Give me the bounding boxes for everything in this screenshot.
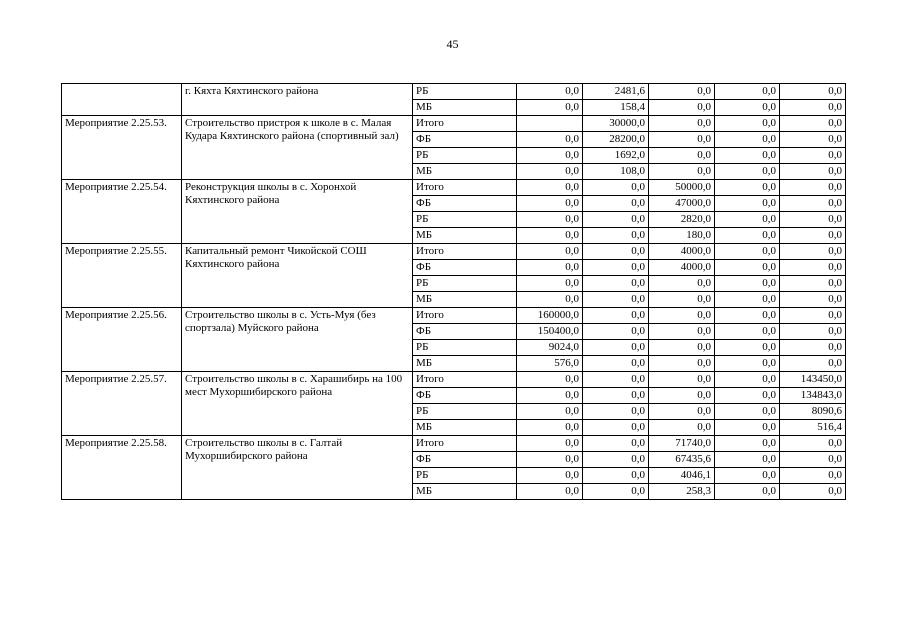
amount-cell: 9024,0	[517, 340, 583, 356]
funding-source-cell: Итого	[413, 308, 517, 324]
amount-cell: 0,0	[517, 100, 583, 116]
amount-cell: 0,0	[583, 324, 649, 340]
amount-cell: 0,0	[583, 340, 649, 356]
budget-table	[61, 83, 846, 500]
amount-cell: 0,0	[780, 100, 846, 116]
amount-cell: 0,0	[517, 372, 583, 388]
amount-cell: 0,0	[780, 308, 846, 324]
amount-cell: 0,0	[517, 420, 583, 436]
amount-cell: 0,0	[517, 388, 583, 404]
amount-cell: 50000,0	[649, 180, 715, 196]
amount-cell: 0,0	[780, 164, 846, 180]
funding-source-cell: МБ	[413, 292, 517, 308]
amount-cell: 0,0	[780, 148, 846, 164]
amount-cell: 0,0	[583, 484, 649, 500]
funding-source-cell: Итого	[413, 244, 517, 260]
amount-cell: 0,0	[780, 212, 846, 228]
description-cell: Капитальный ремонт Чикойской СОШ Кяхтинского района	[182, 244, 413, 308]
amount-cell: 0,0	[715, 356, 780, 372]
amount-cell: 0,0	[517, 452, 583, 468]
amount-cell: 134843,0	[780, 388, 846, 404]
amount-cell: 160000,0	[517, 308, 583, 324]
amount-cell: 0,0	[780, 340, 846, 356]
amount-cell: 0,0	[780, 260, 846, 276]
amount-cell: 0,0	[517, 484, 583, 500]
amount-cell: 0,0	[517, 436, 583, 452]
amount-cell: 0,0	[583, 260, 649, 276]
amount-cell: 71740,0	[649, 436, 715, 452]
amount-cell: 0,0	[583, 404, 649, 420]
amount-cell: 150400,0	[517, 324, 583, 340]
amount-cell: 0,0	[715, 244, 780, 260]
amount-cell: 0,0	[780, 180, 846, 196]
amount-cell: 0,0	[780, 452, 846, 468]
amount-cell: 0,0	[780, 356, 846, 372]
amount-cell: 0,0	[715, 212, 780, 228]
amount-cell: 143450,0	[780, 372, 846, 388]
amount-cell: 0,0	[517, 292, 583, 308]
amount-cell: 0,0	[649, 100, 715, 116]
amount-cell: 4000,0	[649, 260, 715, 276]
funding-source-cell: РБ	[413, 404, 517, 420]
amount-cell: 0,0	[583, 436, 649, 452]
funding-source-cell: Итого	[413, 180, 517, 196]
amount-cell: 0,0	[715, 116, 780, 132]
amount-cell: 0,0	[715, 484, 780, 500]
amount-cell: 0,0	[715, 308, 780, 324]
amount-cell: 0,0	[517, 404, 583, 420]
funding-source-cell: МБ	[413, 164, 517, 180]
amount-cell: 47000,0	[649, 196, 715, 212]
amount-cell: 67435,6	[649, 452, 715, 468]
amount-cell: 0,0	[715, 100, 780, 116]
table-row	[62, 244, 846, 260]
amount-cell: 0,0	[517, 164, 583, 180]
event-cell: Мероприятие 2.25.54.	[62, 180, 182, 244]
funding-source-cell: ФБ	[413, 452, 517, 468]
amount-cell: 0,0	[583, 228, 649, 244]
amount-cell: 0,0	[517, 132, 583, 148]
amount-cell: 0,0	[517, 228, 583, 244]
amount-cell: 0,0	[649, 388, 715, 404]
amount-cell: 0,0	[780, 292, 846, 308]
event-cell	[62, 84, 182, 116]
table-row	[62, 436, 846, 452]
amount-cell: 0,0	[780, 276, 846, 292]
funding-source-cell: ФБ	[413, 196, 517, 212]
amount-cell: 0,0	[517, 276, 583, 292]
amount-cell: 0,0	[517, 84, 583, 100]
description-cell: Строительство школы в с. Харашибирь на 100 мест Мухоршибирского района	[182, 372, 413, 436]
amount-cell: 0,0	[780, 196, 846, 212]
amount-cell: 0,0	[780, 324, 846, 340]
amount-cell: 180,0	[649, 228, 715, 244]
amount-cell: 0,0	[583, 276, 649, 292]
amount-cell: 0,0	[583, 180, 649, 196]
table-row	[62, 180, 846, 196]
amount-cell: 0,0	[715, 388, 780, 404]
amount-cell: 0,0	[715, 340, 780, 356]
amount-cell: 0,0	[583, 244, 649, 260]
description-cell: г. Кяхта Кяхтинского района	[182, 84, 413, 116]
amount-cell: 0,0	[649, 84, 715, 100]
amount-cell	[517, 116, 583, 132]
amount-cell: 0,0	[780, 468, 846, 484]
amount-cell: 0,0	[715, 452, 780, 468]
funding-source-cell: РБ	[413, 340, 517, 356]
amount-cell: 0,0	[715, 228, 780, 244]
amount-cell: 0,0	[649, 308, 715, 324]
amount-cell: 158,4	[583, 100, 649, 116]
amount-cell: 0,0	[517, 196, 583, 212]
amount-cell: 0,0	[583, 196, 649, 212]
amount-cell: 0,0	[583, 212, 649, 228]
amount-cell: 0,0	[517, 468, 583, 484]
amount-cell: 0,0	[649, 116, 715, 132]
amount-cell: 0,0	[715, 164, 780, 180]
amount-cell: 0,0	[649, 164, 715, 180]
amount-cell: 258,3	[649, 484, 715, 500]
funding-source-cell: МБ	[413, 484, 517, 500]
amount-cell: 0,0	[780, 228, 846, 244]
amount-cell: 0,0	[649, 132, 715, 148]
amount-cell: 0,0	[583, 388, 649, 404]
amount-cell: 0,0	[517, 244, 583, 260]
funding-source-cell: Итого	[413, 436, 517, 452]
funding-source-cell: МБ	[413, 420, 517, 436]
amount-cell: 0,0	[715, 132, 780, 148]
amount-cell: 0,0	[715, 324, 780, 340]
amount-cell: 0,0	[583, 420, 649, 436]
amount-cell: 0,0	[583, 372, 649, 388]
funding-source-cell: РБ	[413, 468, 517, 484]
amount-cell: 108,0	[583, 164, 649, 180]
amount-cell: 4000,0	[649, 244, 715, 260]
amount-cell: 0,0	[649, 292, 715, 308]
amount-cell: 0,0	[715, 148, 780, 164]
amount-cell: 0,0	[649, 340, 715, 356]
amount-cell: 2481,6	[583, 84, 649, 100]
funding-source-cell: ФБ	[413, 132, 517, 148]
amount-cell: 0,0	[517, 260, 583, 276]
description-cell: Строительство школы в с. Усть-Муя (без спортзала) Муйского района	[182, 308, 413, 372]
amount-cell: 0,0	[780, 116, 846, 132]
description-cell: Строительство пристроя к школе в с. Малая Кудара Кяхтинского района (спортивный зал)	[182, 116, 413, 180]
funding-source-cell: ФБ	[413, 324, 517, 340]
page-number: 45	[446, 37, 459, 51]
amount-cell: 0,0	[649, 324, 715, 340]
amount-cell: 576,0	[517, 356, 583, 372]
amount-cell: 2820,0	[649, 212, 715, 228]
event-cell: Мероприятие 2.25.53.	[62, 116, 182, 180]
amount-cell: 0,0	[649, 276, 715, 292]
amount-cell: 0,0	[517, 180, 583, 196]
amount-cell: 30000,0	[583, 116, 649, 132]
amount-cell: 0,0	[583, 308, 649, 324]
funding-source-cell: ФБ	[413, 260, 517, 276]
funding-source-cell: РБ	[413, 148, 517, 164]
funding-source-cell: Итого	[413, 372, 517, 388]
amount-cell: 8090,6	[780, 404, 846, 420]
amount-cell: 0,0	[583, 452, 649, 468]
event-cell: Мероприятие 2.25.58.	[62, 436, 182, 500]
amount-cell: 0,0	[715, 420, 780, 436]
amount-cell: 0,0	[583, 292, 649, 308]
event-cell: Мероприятие 2.25.56.	[62, 308, 182, 372]
amount-cell: 0,0	[715, 468, 780, 484]
amount-cell: 0,0	[715, 260, 780, 276]
funding-source-cell: РБ	[413, 84, 517, 100]
funding-source-cell: МБ	[413, 100, 517, 116]
amount-cell: 0,0	[517, 212, 583, 228]
amount-cell: 0,0	[715, 436, 780, 452]
amount-cell: 0,0	[649, 372, 715, 388]
amount-cell: 0,0	[780, 436, 846, 452]
event-cell: Мероприятие 2.25.57.	[62, 372, 182, 436]
amount-cell: 0,0	[649, 148, 715, 164]
table-row	[62, 84, 846, 100]
amount-cell: 0,0	[649, 404, 715, 420]
amount-cell: 0,0	[715, 180, 780, 196]
amount-cell: 0,0	[583, 356, 649, 372]
funding-source-cell: РБ	[413, 276, 517, 292]
funding-source-cell: РБ	[413, 212, 517, 228]
amount-cell: 0,0	[649, 356, 715, 372]
funding-source-cell: МБ	[413, 228, 517, 244]
event-cell: Мероприятие 2.25.55.	[62, 244, 182, 308]
funding-source-cell: МБ	[413, 356, 517, 372]
amount-cell: 0,0	[715, 404, 780, 420]
amount-cell: 0,0	[649, 420, 715, 436]
amount-cell: 0,0	[780, 84, 846, 100]
amount-cell: 0,0	[715, 372, 780, 388]
amount-cell: 0,0	[583, 468, 649, 484]
description-cell: Реконструкция школы в с. Хоронхой Кяхтинского района	[182, 180, 413, 244]
amount-cell: 0,0	[715, 292, 780, 308]
amount-cell: 0,0	[715, 196, 780, 212]
description-cell: Строительство школы в с. Галтай Мухоршибирского района	[182, 436, 413, 500]
table-row	[62, 308, 846, 324]
amount-cell: 516,4	[780, 420, 846, 436]
funding-source-cell: ФБ	[413, 388, 517, 404]
amount-cell: 0,0	[715, 84, 780, 100]
amount-cell: 0,0	[715, 276, 780, 292]
amount-cell: 0,0	[780, 244, 846, 260]
amount-cell: 28200,0	[583, 132, 649, 148]
table-row	[62, 116, 846, 132]
funding-source-cell: Итого	[413, 116, 517, 132]
table-row	[62, 372, 846, 388]
amount-cell: 4046,1	[649, 468, 715, 484]
amount-cell: 0,0	[780, 132, 846, 148]
amount-cell: 0,0	[780, 484, 846, 500]
amount-cell: 0,0	[517, 148, 583, 164]
amount-cell: 1692,0	[583, 148, 649, 164]
